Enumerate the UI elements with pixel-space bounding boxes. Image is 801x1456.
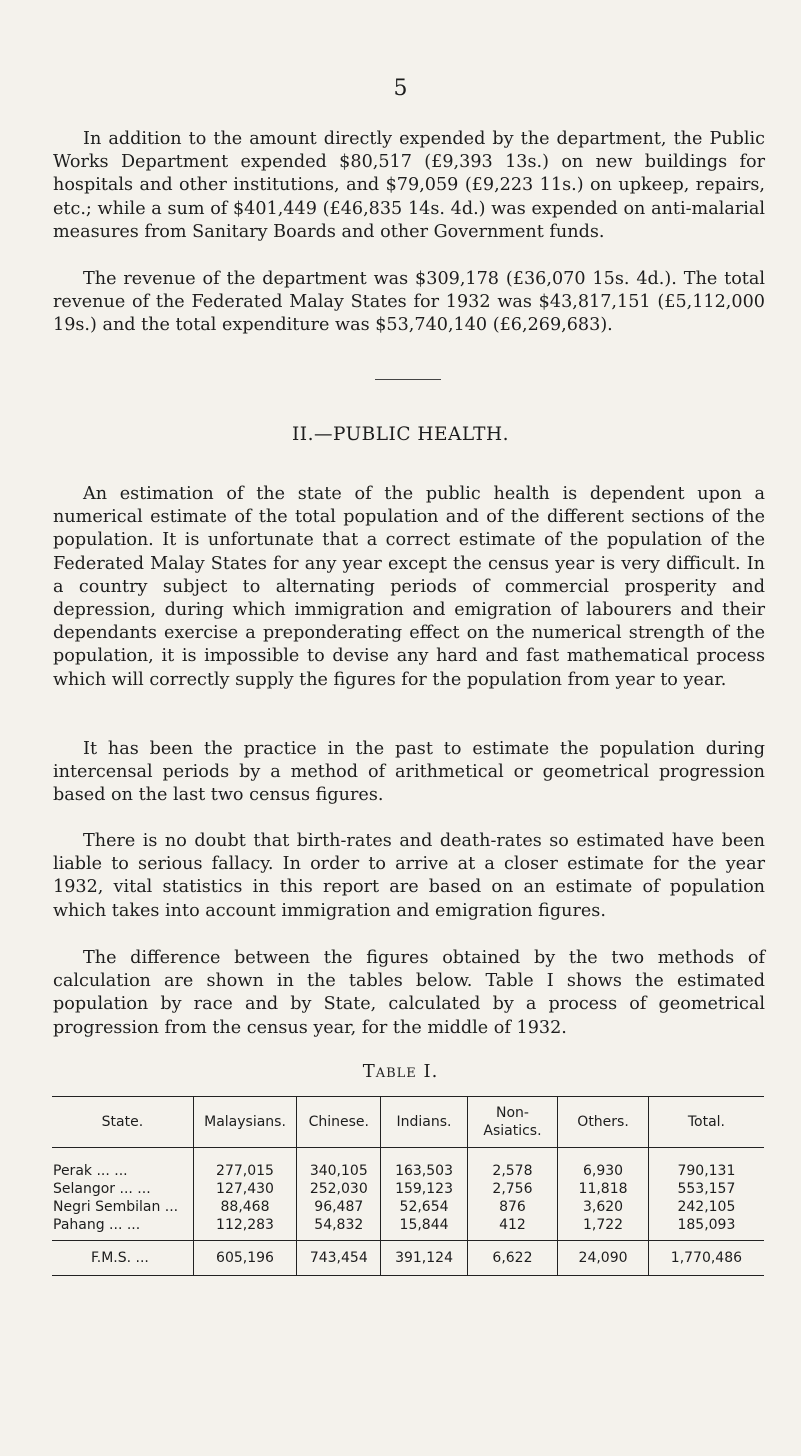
table-row	[52, 1216, 764, 1241]
paragraph-fallacy	[53, 830, 765, 923]
paragraph-text: The revenue of the department was $309,178 (£36,070 15s. 4d.). The total revenue of the Federated Malay States for 1932 was $43,817,151 (£5,112,000 19s.) and the total expenditure was $53,740,140 (£6,269,683).	[53, 269, 765, 336]
table-title: Table I.	[362, 1061, 439, 1082]
cell-value: 876	[467, 1198, 558, 1216]
cell-value: 15,844	[381, 1216, 467, 1241]
cell-value: 11,818	[558, 1180, 649, 1198]
cell-state: F.M.S. ...	[52, 1241, 193, 1276]
cell-value: 96,487	[297, 1198, 381, 1216]
cell-value: 605,196	[193, 1241, 296, 1276]
cell-value: 24,090	[558, 1241, 649, 1276]
header-line: Asiatics.	[483, 1123, 542, 1139]
cell-value: 790,131	[648, 1148, 764, 1181]
cell-state: Selangor ... ...	[53, 1181, 151, 1197]
table-header-row	[52, 1097, 764, 1148]
cell-value: 1,770,486	[648, 1241, 764, 1276]
cell-value: 553,157	[648, 1180, 764, 1198]
col-header-chinese: Chinese.	[297, 1097, 381, 1148]
cell-value: 6,622	[467, 1241, 558, 1276]
col-header-others: Others.	[558, 1097, 649, 1148]
col-header-total: Total.	[648, 1097, 764, 1148]
table-row	[52, 1180, 764, 1198]
cell-value: 185,093	[648, 1216, 764, 1241]
cell-value: 159,123	[381, 1180, 467, 1198]
cell-value: 242,105	[648, 1198, 764, 1216]
cell-value: 2,578	[467, 1148, 558, 1181]
cell-value: 277,015	[193, 1148, 296, 1181]
cell-value: 52,654	[381, 1198, 467, 1216]
header-line: Non-	[495, 1105, 529, 1121]
section-divider	[375, 379, 441, 380]
table-row	[52, 1148, 764, 1181]
cell-value: 163,503	[381, 1148, 467, 1181]
page-number: 5	[393, 76, 408, 101]
cell-value: 6,930	[558, 1148, 649, 1181]
col-header-malaysians: Malaysians.	[193, 1097, 296, 1148]
col-header-non-asiatics	[467, 1097, 558, 1148]
paragraph-difference	[53, 947, 765, 1040]
cell-value: 1,722	[558, 1216, 649, 1241]
table-row	[52, 1198, 764, 1216]
cell-value: 412	[467, 1216, 558, 1241]
cell-value: 127,430	[193, 1180, 296, 1198]
paragraph-practice	[53, 738, 765, 808]
cell-value: 112,283	[193, 1216, 296, 1241]
paragraph-text: There is no doubt that birth-rates and death-rates so estimated have been liable to serious fallacy. In order to arrive at a closer estimate for the year 1932, vital statistics in this report are based on an estimate of population which takes into account immigration and emigration figures.	[53, 831, 765, 921]
paragraph-estimation	[53, 483, 765, 692]
paragraph-text: In addition to the amount directly expended by the department, the Public Works Department expended $80,517 (£9,393 13s.) on new buildings for hospitals and other institutions, and $79,059 (£9,223 11s.) on upkeep, repairs, etc.; while a sum of $401,449 (£46,835 14s. 4d.) was expended on anti-malarial measures from Sanitary Boards and other Government funds.	[53, 129, 765, 242]
cell-value: 391,124	[381, 1241, 467, 1276]
cell-value: 3,620	[558, 1198, 649, 1216]
cell-value: 252,030	[297, 1180, 381, 1198]
cell-state: Negri Sembilan ...	[53, 1199, 179, 1215]
paragraph-expenditure	[53, 128, 765, 244]
col-header-state: State.	[52, 1097, 193, 1148]
table-total-row	[52, 1241, 764, 1276]
cell-value: 340,105	[297, 1148, 381, 1181]
population-table	[52, 1096, 764, 1276]
paragraph-revenue	[53, 268, 765, 338]
paragraph-text: An estimation of the state of the public health is dependent upon a numerical estimate of the total population and of the different sections of the population. It is unfortunate that a correct estimate of the population of the Federated Malay States for any year except the census year is very difficult. In a country subject to alternating periods of commercial prosperity and depression, during which immigration and emigration of labourers and their dependants exercise a preponderating effect on the numerical strength of the population, it is impossible to devise any hard and fast mathematical process which will correctly supply the figures for the population from year to year.	[53, 484, 765, 690]
paragraph-text: It has been the practice in the past to estimate the population during intercensal periods by a method of arithmetical or geometrical progression based on the last two census figures.	[53, 739, 765, 806]
cell-value: 54,832	[297, 1216, 381, 1241]
cell-value: 2,756	[467, 1180, 558, 1198]
paragraph-text: The difference between the figures obtained by the two methods of calculation are shown in the tables below. Table I shows the estimated population by race and by State, calculated by a process of geometrical progression from the census year, for the middle of 1932.	[53, 948, 765, 1038]
section-heading: II.—PUBLIC HEALTH.	[291, 424, 510, 445]
col-header-indians: Indians.	[381, 1097, 467, 1148]
cell-state: Pahang ... ...	[53, 1217, 141, 1233]
cell-state: Perak ... ...	[53, 1163, 128, 1179]
cell-value: 88,468	[193, 1198, 296, 1216]
cell-value: 743,454	[297, 1241, 381, 1276]
